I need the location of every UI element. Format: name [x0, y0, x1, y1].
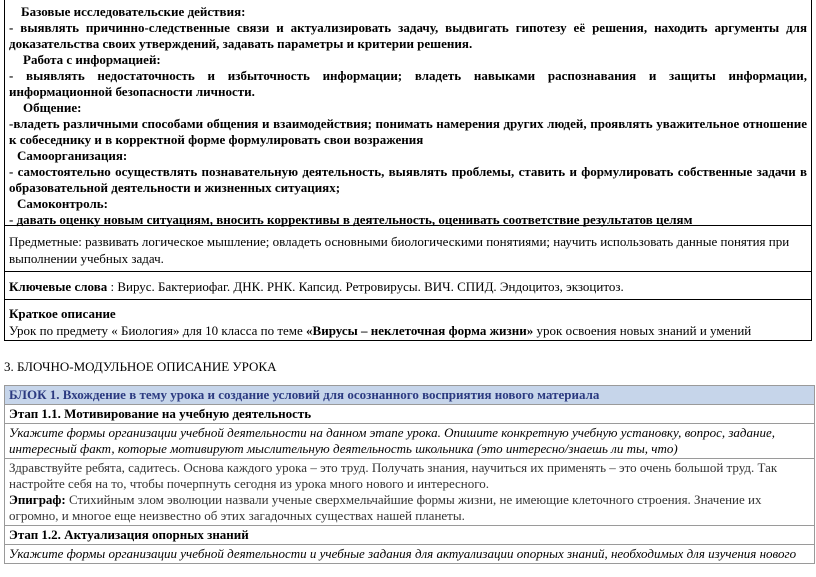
summary-topic: «Вирусы – неклеточная форма жизни»	[306, 323, 534, 338]
subject-results-cell	[4, 225, 812, 272]
table-row	[5, 386, 815, 405]
stage1-instruction: Укажите формы организации учебной деятельности на данном этапе урока. Опишите конкретную учебную установку, вопрос, задание, интересный факт, которые мотивируют мыслительную деятельность школьника (это интересно/знаешь ли ты, что)	[5, 424, 815, 459]
basic-research-text: - выявлять причинно-следственные связи и актуализировать задачу, выдвигать гипотезу её решения, находить аргументы для доказательства своих утверждений, задавать параметры и критерии решения.	[9, 20, 807, 51]
self-control-text: - давать оценку новым ситуациям, вносить коррективы в деятельность, оценивать соответствие результатов целям	[9, 212, 693, 227]
info-work-title: Работа с информацией:	[23, 52, 161, 67]
info-work-text: - выявлять недостаточность и избыточность информации; владеть навыками распознавания и защиты информации, информационной безопасности личности.	[9, 68, 807, 99]
epigraph	[9, 492, 810, 524]
table-row	[5, 405, 815, 424]
stage2-instruction: Укажите формы организации учебной деятельности и учебные задания для актуализации опорных знаний, необходимых для изучения нового	[5, 545, 815, 564]
summary-suffix: урок освоения новых знаний и умений	[533, 323, 752, 338]
self-control-title: Самоконтроль:	[17, 196, 108, 211]
summary-text	[9, 322, 807, 339]
subject-label: Предметные:	[9, 234, 82, 249]
stage2-title: Этап 1.2. Актуализация опорных знаний	[5, 526, 815, 545]
table-row	[5, 545, 815, 564]
basic-research-title: Базовые исследовательские действия:	[21, 4, 246, 19]
epigraph-text: Стихийным злом эволюции назвали ученые сверхмельчайшие формы жизни, не имеющие клеточного строения. Значение их огромно, и многое еще неизвестно об этих загадочных существах нашей планеты.	[9, 492, 762, 523]
communication-title: Общение:	[23, 100, 82, 115]
epigraph-label: Эпиграф:	[9, 492, 66, 507]
table-row	[5, 526, 815, 545]
table-row	[5, 424, 815, 459]
keywords-cell	[4, 271, 812, 300]
self-organization-text: - самостоятельно осуществлять познавательную деятельность, выявлять проблемы, ставить и формулировать собственные задачи в образовательной деятельности и жизненных ситуациях;	[9, 164, 807, 195]
summary-prefix: Урок по предмету « Биология» для 10 класса по теме	[9, 323, 307, 338]
self-organization-title: Самоорганизация:	[17, 148, 128, 163]
summary-title: Краткое описание	[9, 306, 116, 321]
stage1-title: Этап 1.1. Мотивирование на учебную деятельность	[5, 405, 815, 424]
table-row	[5, 459, 815, 526]
summary-cell	[4, 299, 812, 341]
subject-text: развивать логическое мышление; овладеть основными биологическими понятиями; научить использовать данные понятия при выполнении учебных задач.	[9, 234, 790, 266]
keywords-text: : Вирус. Бактериофаг. ДНК. РНК. Капсид. Ретровирусы. ВИЧ. СПИД. Эндоцитоз, экзоцитоз.	[107, 279, 624, 294]
universal-learning-actions-cell	[4, 0, 812, 226]
keywords-label: Ключевые слова	[9, 279, 108, 294]
section-title: 3. БЛОЧНО-МОДУЛЬНОЕ ОПИСАНИЕ УРОКА	[4, 359, 277, 374]
communication-text: -владеть различными способами общения и взаимодействия; понимать намерения других людей, проявлять уважительное отношение к собеседнику и в корректной форме формулировать свои возражения	[9, 116, 807, 147]
stage1-content-cell	[5, 459, 815, 526]
stage1-content: Здравствуйте ребята, садитесь. Основа каждого урока – это труд. Получать знания, научиться их применять – это очень большой труд. Так настройте себя на то, чтобы почерпнуть сегодня из урока много нового и интересного.	[9, 460, 778, 491]
block1-title: БЛОК 1. Вхождение в тему урока и создание условий для осознанного восприятия нового материала	[5, 386, 815, 405]
block-table	[4, 385, 815, 564]
